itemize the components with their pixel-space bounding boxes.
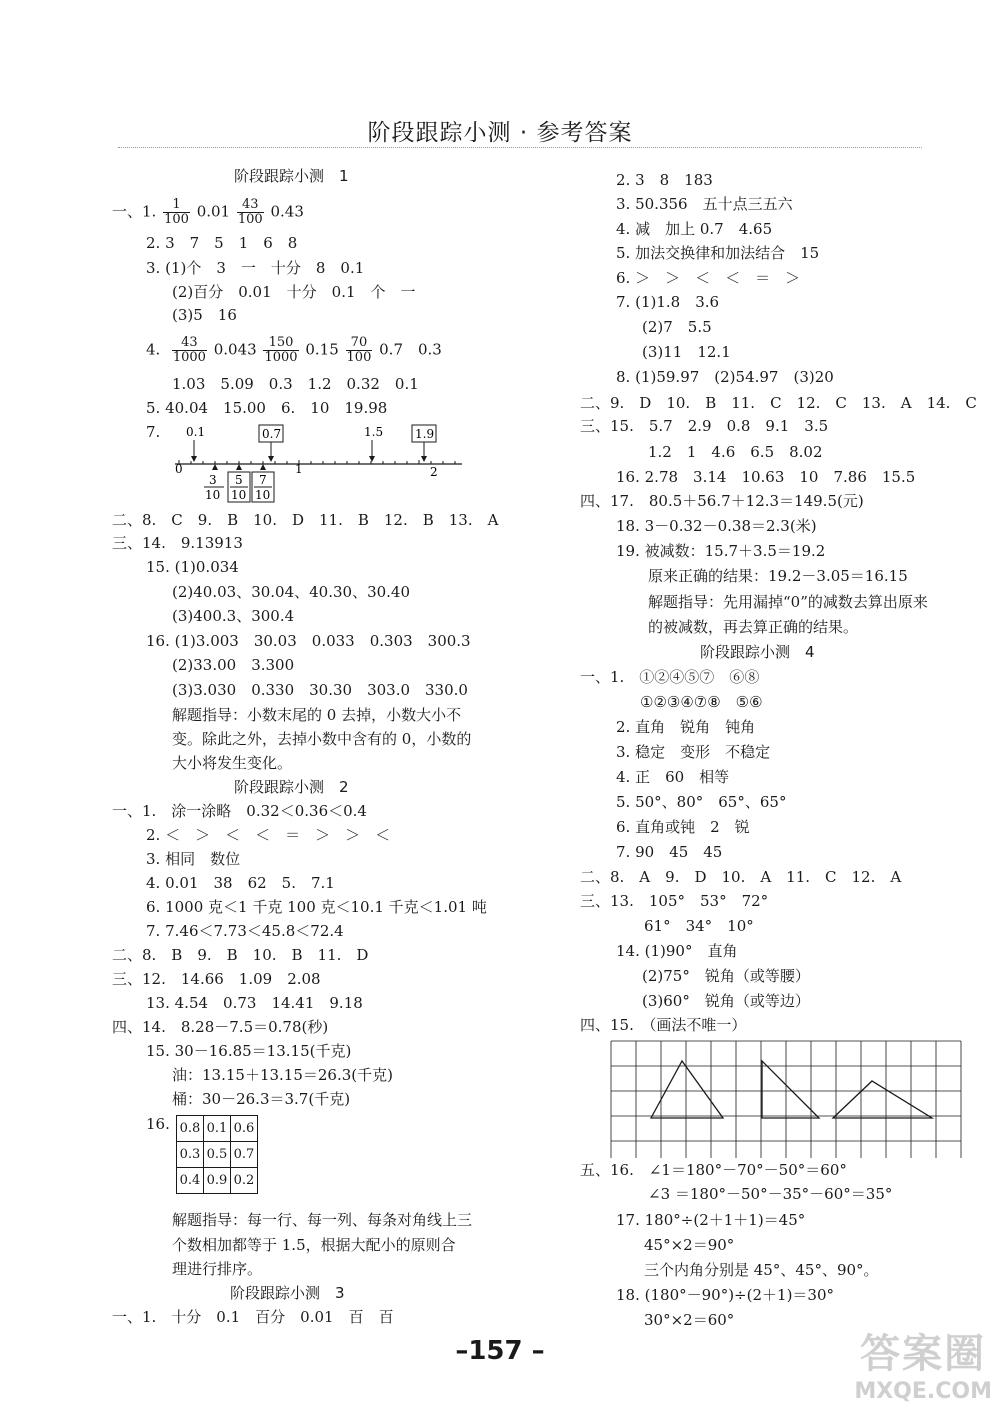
answer-3-7-2: (2)7 5.5 [642, 318, 712, 336]
answer-4-17-3: 三个内角分别是 45°、45°、90°。 [644, 1261, 879, 1279]
triangle-2 [762, 1061, 819, 1118]
answer-4-15: 四、15. （画法不唯一） [580, 1016, 747, 1034]
answer-3-2: 2. 3 8 183 [616, 171, 713, 189]
answer-3-15-1: 三、15. 5.7 2.9 0.8 9.1 3.5 [580, 417, 829, 435]
fraction: $\frac{43}{100}$ [237, 197, 263, 227]
tick-label-2: 2 [430, 465, 438, 479]
answer-3-8: 8. (1)59.97 (2)54.97 (3)20 [616, 368, 834, 386]
answer-2-7: 7. 7.46＜7.73＜45.8＜72.4 [146, 922, 344, 940]
answer-4-17-2: 45°×2＝90° [644, 1236, 735, 1254]
grid-cell: 0.7 [231, 1142, 258, 1168]
grid-cell: 0.2 [231, 1168, 258, 1194]
answer-1-15-2: (2)40.03、30.04、40.30、30.40 [172, 583, 411, 601]
answer-1-7-number: 7. [146, 423, 161, 441]
answer-3-19: 19. 被减数：15.7＋3.5＝19.2 [616, 542, 826, 560]
answer-5-16-1: 五、16. ∠1＝180°－70°－50°＝60° [580, 1161, 847, 1179]
answer-2-6: 6. 1000 克＜1 千克 100 克＜10.1 千克＜1.01 吨 [146, 898, 487, 916]
answer-4-17: 四、17. 80.5＋56.7＋12.3＝149.5(元) [580, 492, 864, 510]
fraction: $\frac{150}{1000}$ [264, 335, 298, 365]
answer-1-16-2: (2)33.00 3.300 [172, 656, 295, 674]
answer-4-18-2: 30°×2＝60° [644, 1311, 735, 1329]
answer-2-13: 13. 4.54 0.73 14.41 9.18 [146, 994, 363, 1012]
section-title-3: 阶段跟踪小测 3 [230, 1284, 345, 1302]
solution-tip-line: 个数相加都等于 1.5，根据大配小的原则合 [172, 1236, 456, 1254]
pointer-arrow-head [191, 456, 197, 462]
answer-3-12: 三、12. 14.66 1.09 2.08 [112, 970, 321, 988]
answer-4-6: 6. 直角或钝 2 锐 [616, 818, 750, 836]
answer-4-13-2: 61° 34° 10° [644, 917, 754, 935]
pointer-arrow-head [268, 456, 274, 462]
fraction: $\frac{43}{1000}$ [172, 335, 206, 365]
answer-text: 0.01 [196, 202, 231, 221]
section-title-4: 阶段跟踪小测 4 [700, 643, 815, 661]
pointer-arrow-head [369, 456, 375, 462]
fraction-3-denominator: 10 [205, 488, 221, 502]
grid-cell: 0.9 [204, 1168, 231, 1194]
grid-cell: 0.3 [177, 1142, 204, 1168]
answer-3-5: 5. 加法交换律和加法结合 15 [616, 244, 820, 262]
triangle-3 [833, 1081, 932, 1118]
answer-2-2: 2. ＜ ＞ ＜ ＜ ＝ ＞ ＞ ＜ [146, 826, 391, 844]
right-column [580, 0, 1000, 1414]
label-0-7: 0.7 [262, 427, 282, 441]
question-number: 一、1. [112, 202, 157, 221]
answer-2-16-number: 16. [146, 1115, 170, 1133]
answer-1-4: 4. $\frac{43}{1000}$ 0.043 $\frac{150}{1000}$ 0.15 $\frac{70}{100}$ 0.7 0.3 [146, 335, 442, 365]
fraction-7-denominator: 10 [255, 488, 271, 502]
answer-3-7-3: (3)11 12.1 [642, 343, 731, 361]
number-line-figure [167, 420, 467, 505]
number-line-ticks [179, 460, 455, 464]
answer-4-8: 二、8. A 9. D 10. A 11. C 12. A [580, 868, 902, 886]
watermark-url: MXQE.COM [854, 1379, 992, 1404]
fraction: $\frac{1}{100}$ [164, 197, 189, 227]
answer-4-4: 4. 正 60 相等 [616, 768, 730, 786]
solution-tip-line: 变。除此之外，去掉小数中含有的 0，小数的 [172, 730, 472, 748]
answer-3-9: 二、9. D 10. B 11. C 12. C 13. A 14. C [580, 394, 977, 412]
answer-2-4: 4. 0.01 38 62 5. 7.1 [146, 874, 335, 892]
fraction: $\frac{70}{100}$ [346, 335, 372, 365]
answer-4-14-1: 14. (1)90° 直角 [616, 942, 738, 960]
answer-2-8: 二、8. C 9. B 10. D 11. B 12. B 13. A [112, 511, 499, 529]
answer-1-3-3: (3)5 16 [172, 306, 237, 324]
grid-cell: 0.8 [177, 1116, 204, 1142]
page-title: 阶段跟踪小测 · 参考答案 [367, 120, 633, 146]
answer-2-15-1: 15. 30－16.85＝13.15(千克) [146, 1042, 352, 1060]
watermark-logo [854, 1322, 992, 1404]
answer-1-3-2: (2)百分 0.01 十分 0.1 个 一 [172, 283, 416, 301]
page-number: –157 – [455, 1336, 545, 1366]
answer-4-14-3: (3)60° 锐角（或等边） [642, 992, 810, 1010]
section-title-1: 阶段跟踪小测 1 [234, 167, 349, 185]
answer-2-3: 3. 相同 数位 [146, 850, 241, 868]
fraction-7-numerator: 7 [259, 473, 267, 487]
answer-3-1: 一、1. 十分 0.1 百分 0.01 百 百 [112, 1308, 394, 1326]
answer-3-15-2: 1.2 1 4.6 6.5 8.02 [648, 443, 823, 461]
answer-1-1 [112, 198, 304, 227]
answer-4-1-2: ①②③④⑦⑧ ⑤⑥ [640, 693, 763, 711]
answer-3-4: 4. 减 加上 0.7 4.65 [616, 220, 773, 238]
answer-1-16-3: (3)3.030 0.330 30.30 303.0 330.0 [172, 681, 468, 699]
answer-4-18: 18. (180°－90°)÷(2＋1)＝30° [616, 1286, 835, 1304]
answer-1-15-1: 15. (1)0.034 [146, 558, 239, 576]
fraction-5-denominator: 10 [231, 488, 247, 502]
solution-tip-line: 理进行排序。 [172, 1260, 263, 1278]
fraction-5-numerator: 5 [235, 473, 243, 487]
solution-tip-line: 解题指导：每一行、每一列、每条对角线上三 [172, 1211, 473, 1229]
answer-1-4-2: 1.03 5.09 0.3 1.2 0.32 0.1 [172, 375, 419, 393]
pointer-arrow-head [260, 464, 266, 470]
triangle-1 [651, 1061, 723, 1118]
answer-1-3-1: 3. (1)个 3 一 十分 8 0.1 [146, 259, 365, 277]
answer-2-8: 二、8. B 9. B 10. B 11. D [112, 946, 369, 964]
answer-text: 0.43 [270, 202, 304, 221]
solution-tip-line: 的被减数，再去算正确的结果。 [648, 618, 859, 636]
answer-1-5: 5. 40.04 15.00 6. 10 19.98 [146, 399, 388, 417]
answer-2-15-3: 桶：30－26.3＝3.7(千克) [172, 1090, 351, 1108]
answer-3-18: 18. 3－0.32－0.38＝2.3(米) [616, 517, 817, 535]
left-column [112, 0, 582, 1414]
answer-1-15-3: (3)400.3、300.4 [172, 607, 295, 625]
answer-4-13-1: 三、13. 105° 53° 72° [580, 892, 769, 910]
grid-row [177, 1142, 258, 1168]
answer-3-7-1: 7. (1)1.8 3.6 [616, 293, 720, 311]
answer-4-7: 7. 90 45 45 [616, 843, 723, 861]
answer-2-1: 一、1. 涂一涂略 0.32＜0.36＜0.4 [112, 802, 367, 820]
grid-triangle-figure [610, 1040, 962, 1158]
grid-lines [611, 1041, 961, 1158]
answer-4-2: 2. 直角 锐角 钝角 [616, 718, 756, 736]
grid-row [177, 1168, 258, 1194]
pointer-arrow-head [236, 464, 242, 470]
solution-tip-line: 大小将发生变化。 [172, 754, 293, 772]
answer-4-17: 17. 180°÷(2＋1＋1)＝45° [616, 1211, 806, 1229]
pointer-arrow-head [212, 464, 218, 470]
label-1-5: 1.5 [364, 425, 384, 439]
fraction-3-numerator: 3 [209, 473, 217, 487]
answer-3-3: 3. 50.356 五十点三五六 [616, 195, 793, 213]
answer-3-14: 三、14. 9.13913 [112, 534, 243, 552]
answer-2-15-2: 油：13.15＋13.15＝26.3(千克) [172, 1066, 393, 1084]
grid-cell: 0.1 [204, 1116, 231, 1142]
tick-label-1: 1 [295, 462, 303, 476]
answer-4-14-2: (2)75° 锐角（或等腰） [642, 967, 810, 985]
answer-4-5: 5. 50°、80° 65°、65° [616, 793, 787, 811]
section-title-2: 阶段跟踪小测 2 [234, 778, 349, 796]
answer-4-3: 3. 稳定 变形 不稳定 [616, 743, 771, 761]
grid-row [177, 1116, 258, 1142]
answer-4-1-1: 一、1. ①②④⑤⑦ ⑥⑧ [580, 668, 760, 686]
solution-tip-line: 解题指导：小数末尾的 0 去掉，小数大小不 [172, 706, 462, 724]
answer-3-6: 6. ＞ ＞ ＜ ＜ ＝ ＞ [616, 269, 801, 287]
pointer-arrow-head [421, 456, 427, 462]
answer-1-16-1: 16. (1)3.003 30.03 0.033 0.303 300.3 [146, 632, 471, 650]
answer-4-14: 四、14. 8.28－7.5＝0.78(秒) [112, 1018, 329, 1036]
magic-square-grid [176, 1115, 258, 1194]
answer-3-16: 16. 2.78 3.14 10.63 10 7.86 15.5 [616, 468, 916, 486]
grid-cell: 0.5 [204, 1142, 231, 1168]
answer-1-2: 2. 3 7 5 1 6 8 [146, 234, 298, 252]
grid-cell: 0.4 [177, 1168, 204, 1194]
tick-label-0: 0 [175, 462, 183, 476]
solution-tip-line: 解题指导：先用漏掉“0”的减数去算出原来 [648, 593, 928, 611]
label-1-9: 1.9 [415, 427, 435, 441]
grid-cell: 0.6 [231, 1116, 258, 1142]
answer-3-19-2: 原来正确的结果：19.2－3.05＝16.15 [648, 567, 908, 585]
answer-5-16-2: ∠3 ＝180°－50°－35°－60°＝35° [648, 1185, 893, 1203]
watermark-text: 答案圈 [860, 1331, 987, 1377]
label-0-1: 0.1 [186, 425, 206, 439]
